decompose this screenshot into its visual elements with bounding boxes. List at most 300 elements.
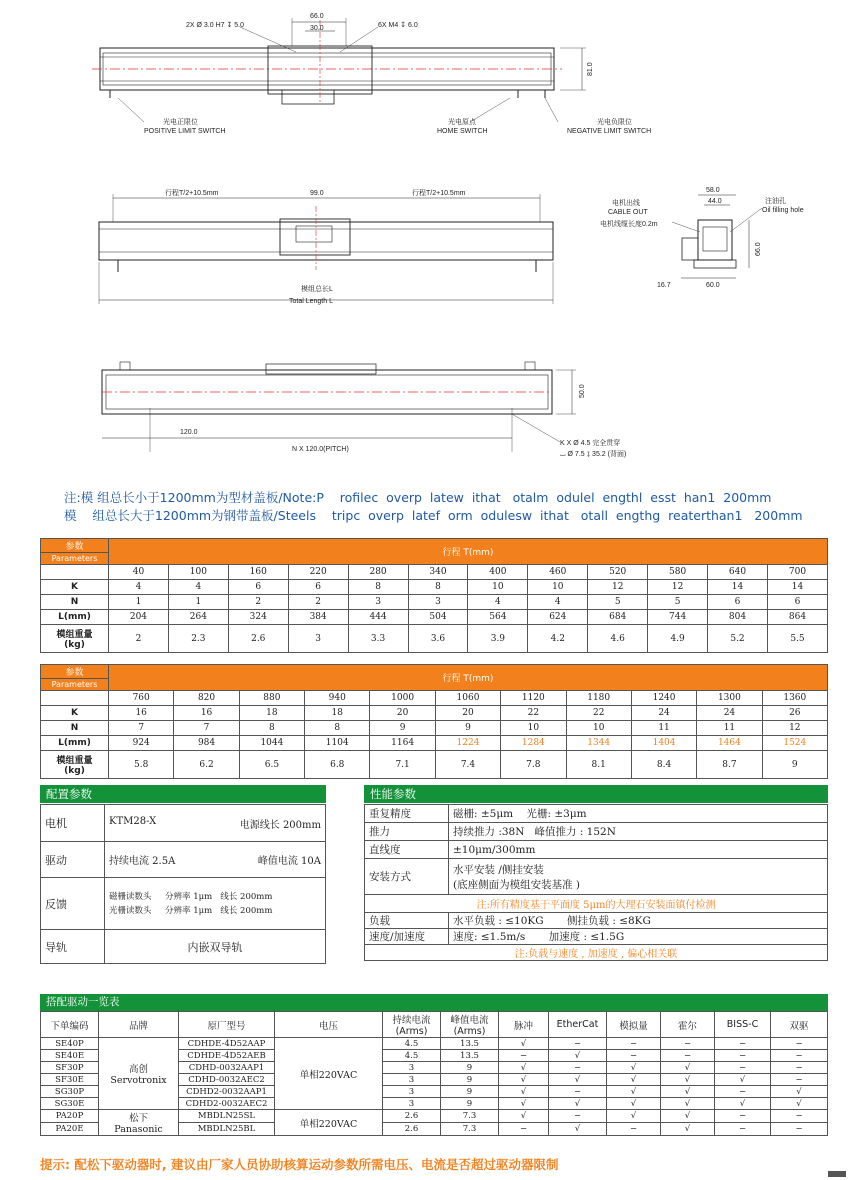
- row-cont: 3: [383, 1098, 441, 1110]
- stroke-cell: 760: [109, 691, 174, 706]
- row-biss: −: [715, 1062, 771, 1074]
- repeat-label: 重复精度: [365, 805, 449, 823]
- row-cont: 4.5: [383, 1038, 441, 1050]
- n-cell: 7: [174, 721, 239, 736]
- oil-hole-cn: 注油孔: [765, 198, 786, 205]
- top-dim-81: 81.0: [587, 62, 594, 76]
- row-dual: −: [771, 1050, 828, 1062]
- top-view: [92, 18, 586, 122]
- row-ecat: −: [549, 1086, 607, 1098]
- stroke-cell: 1060: [435, 691, 500, 706]
- total-length-cn: 模组总长L: [301, 286, 333, 293]
- l-row: [41, 610, 828, 625]
- l-cell: 684: [588, 610, 648, 625]
- k-cell: 4: [168, 580, 228, 595]
- total-length-en: Total Length L: [289, 298, 333, 305]
- spec-table-1: [40, 538, 828, 653]
- row-biss: √: [715, 1098, 771, 1110]
- guide-value: 内嵌双导轨: [105, 930, 326, 964]
- k-cell: 24: [697, 706, 762, 721]
- l-cell: 204: [109, 610, 169, 625]
- stroke-cell: 1120: [501, 691, 566, 706]
- row-code: SF30E: [41, 1074, 99, 1086]
- row-hall: √: [661, 1098, 715, 1110]
- repeat-mag: 磁栅: ±5μm: [453, 808, 514, 820]
- perf-straight-row: [365, 841, 828, 859]
- header-peak-unit: (Arms): [453, 1026, 486, 1037]
- row-code: SE40E: [41, 1050, 99, 1062]
- n-cell: 1: [109, 595, 169, 610]
- row-code: SE40P: [41, 1038, 99, 1050]
- row-ecat: √: [549, 1098, 607, 1110]
- stroke-cell: 1000: [370, 691, 435, 706]
- stroke-cell: 160: [228, 565, 288, 580]
- motor-model: KTM28-X: [109, 815, 157, 827]
- n-cell: 12: [762, 721, 827, 736]
- row-pulse: √: [499, 1098, 549, 1110]
- n-cell: 9: [370, 721, 435, 736]
- voltage-servotronix: 单相220VAC: [275, 1038, 383, 1110]
- config-title: 配置参数: [40, 785, 326, 803]
- row-biss: −: [715, 1038, 771, 1050]
- row-ecat: √: [549, 1050, 607, 1062]
- l-cell: 564: [468, 610, 528, 625]
- n-cell: 6: [708, 595, 768, 610]
- perf-repeat-row: [365, 805, 828, 823]
- row-analog: √: [607, 1086, 661, 1098]
- k-cell: 24: [631, 706, 696, 721]
- brand-servotronix: [99, 1038, 179, 1110]
- row-pulse: −: [499, 1050, 549, 1062]
- feedback-value-cell: [105, 878, 326, 930]
- param-en: Parameters: [41, 679, 109, 691]
- stroke-header: 行程 T(mm): [109, 665, 828, 691]
- row-model: MBDLN25SL: [179, 1110, 275, 1123]
- k-cell: 14: [708, 580, 768, 595]
- l-cell: 1044: [239, 736, 304, 751]
- n-cell: 5: [588, 595, 648, 610]
- k-cell: 18: [239, 706, 304, 721]
- n-cell: 10: [566, 721, 631, 736]
- k-label: K: [41, 580, 109, 595]
- n-cell: 3: [348, 595, 408, 610]
- row-peak: 9: [441, 1098, 499, 1110]
- weight-label-cn: 模组重量: [56, 756, 93, 766]
- row-hall: √: [661, 1086, 715, 1098]
- speed-note: 注:负载与速度 , 加速度 , 偏心相关联: [365, 945, 828, 961]
- thrust-cont: 持续推力 :38N: [453, 826, 525, 838]
- mount-value-cell: [449, 859, 828, 895]
- end-dim-44: 44.0: [708, 198, 722, 205]
- weight-cell: 4.2: [528, 625, 588, 653]
- drivers-header-row: [41, 1012, 828, 1038]
- fb2-res: 分辨率 1μm: [165, 905, 213, 916]
- row-analog: −: [607, 1123, 661, 1136]
- perf-load-row: [365, 913, 828, 929]
- thrust-value-cell: [449, 823, 828, 841]
- stroke-cell: 460: [528, 565, 588, 580]
- stroke-cell: 1180: [566, 691, 631, 706]
- stroke-cell: 1360: [762, 691, 827, 706]
- row-dual: −: [771, 1074, 828, 1086]
- k-cell: 8: [408, 580, 468, 595]
- home-en: HOME SWITCH: [437, 128, 488, 135]
- perf-title: 性能参数: [364, 785, 828, 803]
- l-cell: 1524: [762, 736, 827, 751]
- stroke-right: 行程T/2+10.5mm: [412, 190, 466, 197]
- row-cont: 3: [383, 1086, 441, 1098]
- perf-table: [364, 804, 828, 961]
- config-feedback-row: [41, 878, 326, 930]
- n-cell: 1: [168, 595, 228, 610]
- drive-peak: 峰值电流 10A: [257, 856, 321, 867]
- l-cell: 384: [288, 610, 348, 625]
- motor-value-cell: [105, 805, 326, 842]
- weight-cell: 4.9: [648, 625, 708, 653]
- header-peak-cn: 峰值电流: [450, 1015, 489, 1026]
- row-analog: −: [607, 1038, 661, 1050]
- n-cell: 11: [631, 721, 696, 736]
- weight-cell: 3.6: [408, 625, 468, 653]
- straight-value: ±10μm/300mm: [449, 841, 828, 859]
- row-analog: √: [607, 1098, 661, 1110]
- n-cell: 8: [305, 721, 370, 736]
- row-dual: −: [771, 1062, 828, 1074]
- end-dim-60: 60.0: [706, 282, 720, 289]
- weight-cell: 6.2: [174, 751, 239, 779]
- drive-value-cell: [105, 842, 326, 878]
- row-code: SG30E: [41, 1098, 99, 1110]
- k-cell: 22: [566, 706, 631, 721]
- weight-cell: 8.1: [566, 751, 631, 779]
- k-cell: 10: [528, 580, 588, 595]
- stroke-cell: 40: [109, 565, 169, 580]
- neg-limit-en: NEGATIVE LIMIT SWITCH: [567, 128, 652, 135]
- stroke-cell: 1300: [697, 691, 762, 706]
- row-biss: −: [715, 1086, 771, 1098]
- weight-label-unit: (kg): [64, 640, 85, 650]
- load-label: 负载: [365, 913, 449, 929]
- row-pulse: √: [499, 1086, 549, 1098]
- stroke-cell: 1240: [631, 691, 696, 706]
- row-dual: √: [771, 1086, 828, 1098]
- l-cell: 624: [528, 610, 588, 625]
- n-cell: 2: [228, 595, 288, 610]
- weight-label-unit: (kg): [64, 766, 85, 776]
- stroke-left: 行程T/2+10.5mm: [165, 190, 219, 197]
- l-cell: 444: [348, 610, 408, 625]
- row-dual: √: [771, 1098, 828, 1110]
- row-pulse: −: [499, 1123, 549, 1136]
- k-cell: 26: [762, 706, 827, 721]
- param-en: Parameters: [41, 553, 109, 565]
- n-cell: 8: [239, 721, 304, 736]
- n-cell: 5: [648, 595, 708, 610]
- end-dim-58: 58.0: [706, 187, 720, 194]
- l-cell: 324: [228, 610, 288, 625]
- corner-mark: [828, 1171, 846, 1177]
- row-analog: √: [607, 1074, 661, 1086]
- speed-value-cell: [449, 929, 828, 945]
- repeat-opt: 光栅: ±3μm: [526, 808, 587, 820]
- header-analog: 模拟量: [607, 1012, 661, 1038]
- stroke-cell: 520: [588, 565, 648, 580]
- straight-label: 直线度: [365, 841, 449, 859]
- weight-cell: 4.6: [588, 625, 648, 653]
- row-peak: 9: [441, 1086, 499, 1098]
- row-peak: 7.3: [441, 1123, 499, 1136]
- table-row: [41, 1110, 828, 1123]
- weight-cell: 7.1: [370, 751, 435, 779]
- weight-cell: 8.4: [631, 751, 696, 779]
- stroke-cell: 640: [708, 565, 768, 580]
- weight-cell: 2: [109, 625, 169, 653]
- n-cell: 4: [468, 595, 528, 610]
- pos-limit-cn: 光电正限位: [163, 119, 198, 126]
- stroke-cell: 820: [174, 691, 239, 706]
- weight-cell: 7.4: [435, 751, 500, 779]
- bottom-pitch: N X 120.0(PITCH): [292, 446, 349, 453]
- row-dual: −: [771, 1110, 828, 1123]
- l-label: L(mm): [41, 736, 109, 751]
- stroke-cell: 100: [168, 565, 228, 580]
- row-ecat: −: [549, 1062, 607, 1074]
- top-dim-66: 66.0: [310, 13, 324, 20]
- n-row: [41, 595, 828, 610]
- row-code: PA20P: [41, 1110, 99, 1123]
- row-model: CDHD-0032AEC2: [179, 1074, 275, 1086]
- row-cont: 3: [383, 1074, 441, 1086]
- row-model: MBDLN25BL: [179, 1123, 275, 1136]
- accuracy-note: 注:所有精度基于平面度 5μm的大理石安装面镇付检测: [365, 895, 828, 913]
- row-model: CDHD2-0032AAP1: [179, 1086, 275, 1098]
- row-ecat: √: [549, 1074, 607, 1086]
- row-dual: −: [771, 1123, 828, 1136]
- weight-label: [41, 625, 109, 653]
- hole-note-dowel: 2X Ø 3.0 H7 ↧ 5.0: [186, 22, 245, 29]
- row-analog: √: [607, 1110, 661, 1123]
- row-biss: √: [715, 1074, 771, 1086]
- side-dim-99: 99.0: [310, 190, 324, 197]
- row-hall: √: [661, 1074, 715, 1086]
- mount-line-2: (底座侧面为模组安装基准 ): [453, 878, 581, 891]
- k-row: [41, 706, 828, 721]
- config-drive-row: [41, 842, 326, 878]
- table-row: [41, 1038, 828, 1050]
- load-value-cell: [449, 913, 828, 929]
- fb1-name: 磁栅读数头: [109, 891, 152, 902]
- l-label: L(mm): [41, 610, 109, 625]
- row-code: PA20E: [41, 1123, 99, 1136]
- row-cont: 4.5: [383, 1050, 441, 1062]
- row-peak: 9: [441, 1074, 499, 1086]
- weight-label-cn: 模组重量: [56, 630, 93, 640]
- row-hall: −: [661, 1038, 715, 1050]
- hole-note-m4: 6X M4 ↧ 6.0: [378, 22, 418, 29]
- row-biss: −: [715, 1050, 771, 1062]
- brand-servo-en: Servotronix: [110, 1075, 167, 1086]
- header-model: 原厂型号: [179, 1012, 275, 1038]
- stroke-cell: 940: [305, 691, 370, 706]
- row-code: SF30P: [41, 1062, 99, 1074]
- n-label: N: [41, 595, 109, 610]
- drive-cont: 持续电流 2.5A: [109, 856, 176, 867]
- k-cell: 14: [767, 580, 827, 595]
- motor-label: 电机: [41, 805, 105, 842]
- perf-thrust-row: [365, 823, 828, 841]
- row-model: CDHD-0032AAP1: [179, 1062, 275, 1074]
- row-cont: 2.6: [383, 1110, 441, 1123]
- home-cn: 光电原点: [448, 119, 476, 126]
- header-ethercat: EtherCat: [549, 1012, 607, 1038]
- weight-cell: 7.8: [501, 751, 566, 779]
- feedback-label: 反馈: [41, 878, 105, 930]
- motor-cable: 电源线长 200mm: [239, 819, 321, 831]
- weight-cell: 5.2: [708, 625, 768, 653]
- row-peak: 7.3: [441, 1110, 499, 1123]
- k-cell: 6: [288, 580, 348, 595]
- k-row: [41, 580, 828, 595]
- voltage-panasonic: 单相220VAC: [275, 1110, 383, 1136]
- config-table: [40, 804, 326, 964]
- row-pulse: √: [499, 1074, 549, 1086]
- mount-label: 安装方式: [365, 859, 449, 895]
- weight-row: [41, 751, 828, 779]
- speed-velocity: 速度: ≤1.5m/s: [453, 931, 526, 943]
- l-cell: 804: [708, 610, 768, 625]
- brand-panasonic: [99, 1110, 179, 1136]
- l-cell: 984: [174, 736, 239, 751]
- header-cont: [383, 1012, 441, 1038]
- stroke-cell: 340: [408, 565, 468, 580]
- row-hall: √: [661, 1110, 715, 1123]
- stroke-cell: 220: [288, 565, 348, 580]
- weight-cell: 5.5: [767, 625, 827, 653]
- k-cell: 10: [468, 580, 528, 595]
- row-biss: −: [715, 1123, 771, 1136]
- header-brand: 品牌: [99, 1012, 179, 1038]
- weight-cell: 3.9: [468, 625, 528, 653]
- row-peak: 13.5: [441, 1050, 499, 1062]
- l-cell: 924: [109, 736, 174, 751]
- thrust-peak: 峰值推力 : 152N: [534, 826, 616, 838]
- row-ecat: √: [549, 1123, 607, 1136]
- l-cell: 1464: [697, 736, 762, 751]
- k-cell: 20: [370, 706, 435, 721]
- k-cell: 4: [109, 580, 169, 595]
- weight-cell: 6.8: [305, 751, 370, 779]
- thrust-label: 推力: [365, 823, 449, 841]
- mount-line-1: 水平安装 /侧挂安装: [453, 863, 544, 876]
- row-hall: −: [661, 1050, 715, 1062]
- row-pulse: √: [499, 1110, 549, 1123]
- n-cell: 6: [767, 595, 827, 610]
- row-peak: 9: [441, 1062, 499, 1074]
- config-guide-row: [41, 930, 326, 964]
- param-cn: 参数: [41, 665, 109, 679]
- header-peak: [441, 1012, 499, 1038]
- k-cell: 16: [174, 706, 239, 721]
- header-cont-unit: (Arms): [395, 1026, 428, 1037]
- k-cell: 16: [109, 706, 174, 721]
- oil-hole-en: Oil filling hole: [762, 207, 804, 214]
- header-cont-cn: 持续电流: [392, 1015, 431, 1026]
- weight-cell: 9: [762, 751, 827, 779]
- fb1-len: 线长 200mm: [220, 891, 273, 902]
- param-cn: 参数: [41, 539, 109, 553]
- stroke-row: [41, 565, 828, 580]
- n-cell: 4: [528, 595, 588, 610]
- row-ecat: −: [549, 1038, 607, 1050]
- n-cell: 7: [109, 721, 174, 736]
- weight-label: [41, 751, 109, 779]
- l-cell: 1104: [305, 736, 370, 751]
- fb1-res: 分辨率 1μm: [165, 891, 213, 902]
- stroke-cell: 580: [648, 565, 708, 580]
- row-hall: √: [661, 1123, 715, 1136]
- k-cell: 12: [648, 580, 708, 595]
- k-cell: 20: [435, 706, 500, 721]
- stroke-header: 行程 T(mm): [109, 539, 828, 565]
- row-model: CDHD2-0032AEC2: [179, 1098, 275, 1110]
- k-cell: 8: [348, 580, 408, 595]
- n-cell: 11: [697, 721, 762, 736]
- header-voltage: 电压: [275, 1012, 383, 1038]
- bottom-dim-50: 50.0: [579, 384, 586, 398]
- row-dual: −: [771, 1038, 828, 1050]
- note-line-2: 模 组总长大于1200mm为钢带盖板/Steels tripc overp latef orm odulesw ithat otall engthg reaterthan1 200mm: [64, 508, 803, 523]
- top-dim-30: 30.0: [310, 25, 324, 32]
- l-cell: 1284: [501, 736, 566, 751]
- drivers-table: [40, 1011, 828, 1136]
- header-hall: 霍尔: [661, 1012, 715, 1038]
- k-label: K: [41, 706, 109, 721]
- end-dim-66: 66.0: [755, 242, 762, 256]
- speed-label: 速度/加速度: [365, 929, 449, 945]
- stroke-row: [41, 691, 828, 706]
- cable-out-en: CABLE OUT: [608, 209, 648, 216]
- row-pulse: √: [499, 1038, 549, 1050]
- drive-label: 驱动: [41, 842, 105, 878]
- row-hall: √: [661, 1062, 715, 1074]
- l-cell: 1404: [631, 736, 696, 751]
- row-ecat: −: [549, 1110, 607, 1123]
- note-line-1: 注:模 组总长小于1200mm为型材盖板/Note:P rofilec overp latew ithat otalm odulel engthl esst han1 200mm: [64, 490, 772, 505]
- row-cont: 3: [383, 1062, 441, 1074]
- k-cell: 6: [228, 580, 288, 595]
- l-row: [41, 736, 828, 751]
- weight-cell: 8.7: [697, 751, 762, 779]
- weight-cell: 5.8: [109, 751, 174, 779]
- row-cont: 2.6: [383, 1123, 441, 1136]
- k-cell: 18: [305, 706, 370, 721]
- l-cell: 1164: [370, 736, 435, 751]
- load-horizontal: 水平负载 : ≤10KG: [453, 915, 544, 927]
- header-pulse: 脉冲: [499, 1012, 549, 1038]
- l-cell: 1224: [435, 736, 500, 751]
- repeat-value-cell: [449, 805, 828, 823]
- brand-pana-cn: 松下: [128, 1113, 148, 1124]
- cable-length: 电机线缆长度0.2m: [600, 221, 658, 228]
- brand-pana-en: Panasonic: [114, 1124, 163, 1135]
- bottom-dim-120: 120.0: [180, 429, 198, 436]
- tip-text: 提示: 配松下驱动器时, 建议由厂家人员协助核算运动参数所需电压、电流是否超过驱动器限制: [40, 1157, 559, 1172]
- bottom-hole-k: K X Ø 4.5 完全贯穿: [560, 440, 621, 447]
- drivers-title: 搭配驱动一览表: [40, 994, 828, 1011]
- l-cell: 504: [408, 610, 468, 625]
- stroke-cell: 700: [767, 565, 827, 580]
- l-cell: 264: [168, 610, 228, 625]
